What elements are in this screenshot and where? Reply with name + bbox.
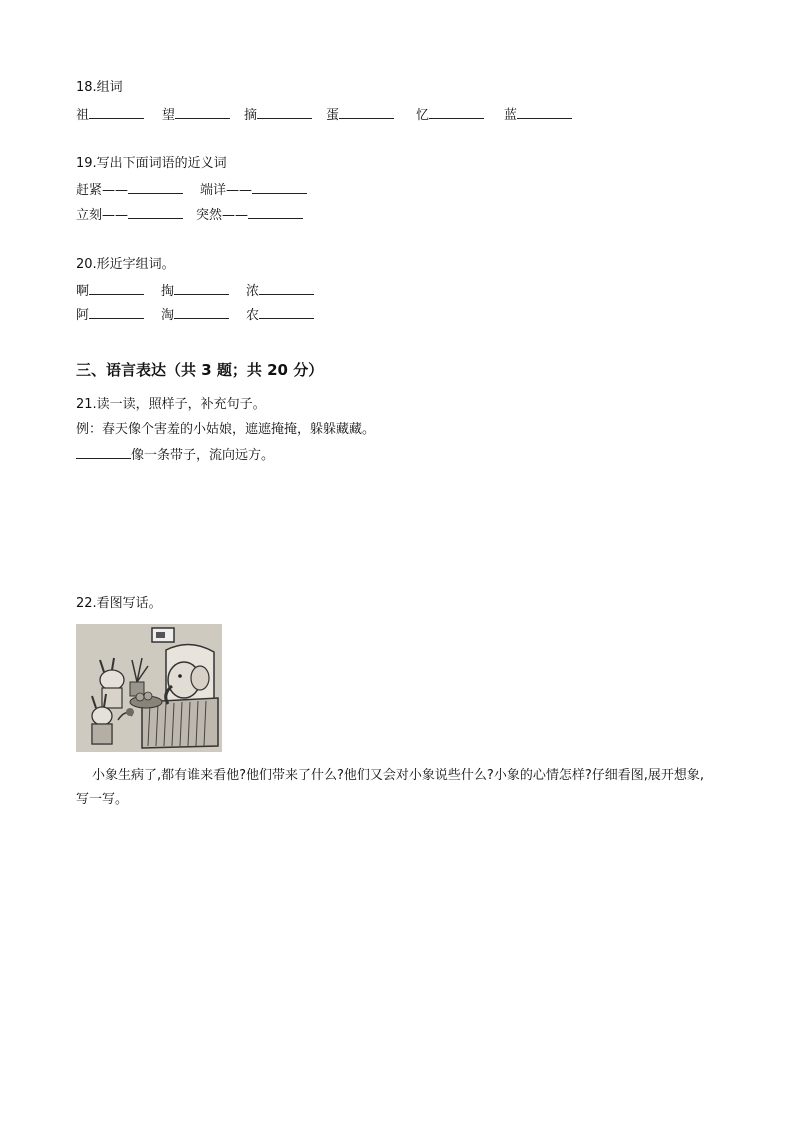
q22-title: 22.看图写话。: [76, 596, 162, 611]
q20-item: 农: [246, 304, 314, 326]
q18-item: 望: [162, 104, 230, 126]
sick-elephant-illustration: [76, 624, 222, 752]
q20-item: 淘: [161, 304, 229, 326]
q21-example: 例：春天像个害羞的小姑娘，遮遮掩掩，躲躲藏藏。: [76, 422, 376, 437]
answer-blank[interactable]: [259, 304, 314, 319]
answer-blank[interactable]: [128, 179, 183, 194]
answer-blank[interactable]: [429, 104, 484, 119]
q19-item: 立刻——: [76, 204, 183, 226]
q19-row: [76, 179, 376, 199]
answer-blank[interactable]: [257, 104, 312, 119]
q20-item: 浓: [246, 280, 314, 302]
answer-blank[interactable]: [174, 280, 229, 295]
q21-title: 21.读一读，照样子，补充句子。: [76, 397, 266, 412]
q22-prompt: 小象生病了,都有谁来看他?他们带来了什么?他们又会对小象说些什么?小象的心情怎样?仔细看图,展开想象,写一写。: [76, 768, 704, 807]
q20-title: 20.形近字组词。: [76, 257, 175, 272]
q18-item: 蛋: [326, 104, 394, 126]
q19-item: 突然——: [196, 204, 303, 226]
q20-item: 啊: [76, 280, 144, 302]
answer-blank[interactable]: [76, 444, 131, 459]
q19-item: 端详——: [200, 179, 307, 201]
answer-blank[interactable]: [517, 104, 572, 119]
answer-blank[interactable]: [339, 104, 394, 119]
illustration-drawing: [76, 624, 222, 752]
q18-item: 摘: [244, 104, 312, 126]
section-heading: 三、语言表达（共 3 题；共 20 分）: [76, 361, 324, 379]
answer-blank[interactable]: [89, 104, 144, 119]
q19-row: [76, 204, 376, 224]
answer-blank[interactable]: [248, 204, 303, 219]
q18-item: 蓝: [504, 104, 572, 126]
q18-word-list: [76, 104, 596, 124]
q20-row: [76, 280, 336, 300]
answer-blank[interactable]: [259, 280, 314, 295]
answer-blank[interactable]: [174, 304, 229, 319]
q18-item: 忆: [416, 104, 484, 126]
q21-sentence: 像一条带子，流向远方。: [76, 444, 274, 464]
q20-item: 阿: [76, 304, 144, 326]
q18-title: 18.组词: [76, 80, 123, 95]
answer-blank[interactable]: [128, 204, 183, 219]
q19-item: 赶紧——: [76, 179, 183, 201]
answer-blank[interactable]: [89, 304, 144, 319]
q18-item: 祖: [76, 104, 144, 126]
q20-item: 掏: [161, 280, 229, 302]
q20-row: [76, 304, 336, 324]
q19-title: 19.写出下面词语的近义词: [76, 156, 227, 171]
answer-blank[interactable]: [175, 104, 230, 119]
answer-blank[interactable]: [252, 179, 307, 194]
answer-blank[interactable]: [89, 280, 144, 295]
